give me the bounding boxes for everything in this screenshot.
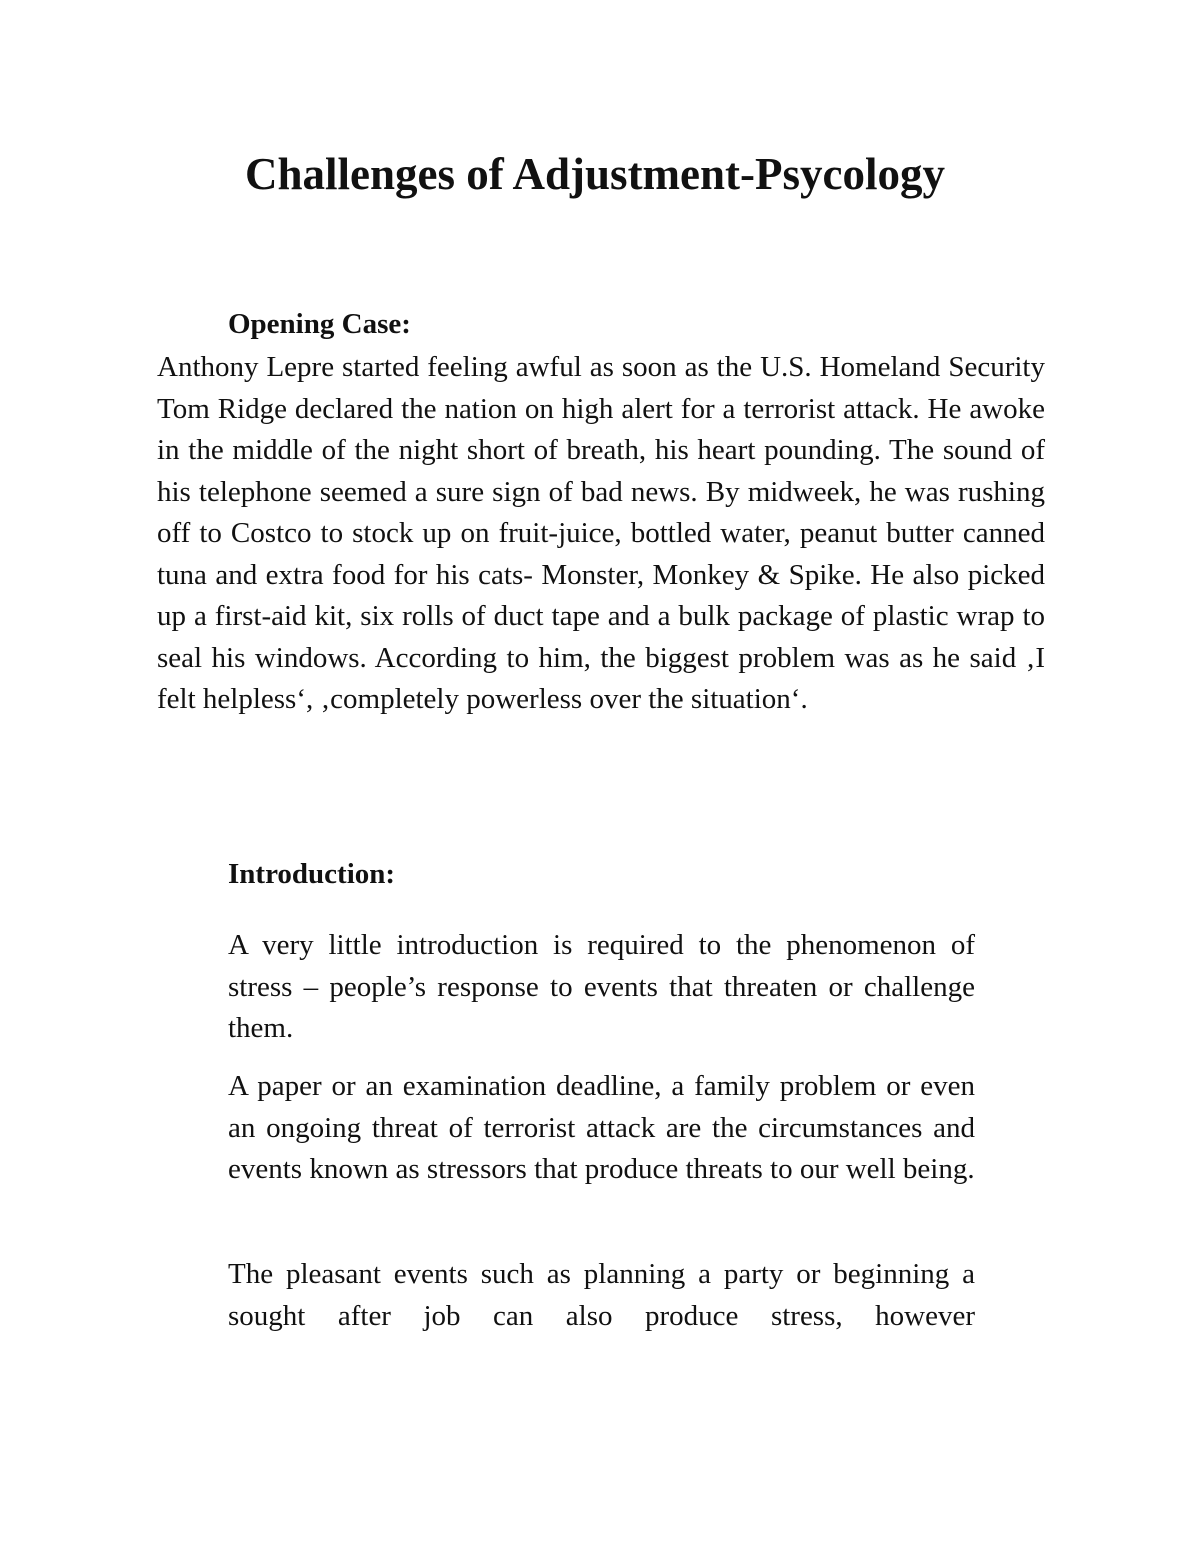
introduction-paragraph: A very little introduction is required to the phenomenon of stress – people’s response to events that threaten or challenge them. bbox=[228, 929, 975, 1044]
opening-case-text: Anthony Lepre started feeling awful as soon as the U.S. Homeland Security Tom Ridge declared the nation on high alert for a terrorist attack. He awoke in the middle of the night short of breath, his heart pounding. The sound of his telephone seemed a sure sign of bad news. By midweek, he was rushing off to Costco to stock up on fruit-juice, bottled water, peanut butter canned tuna and extra food for his cats- Monster, Monkey & Spike. He also picked up a first-aid kit, six rolls of duct tape and a bulk package of plastic wrap to seal his windows. According to him, the biggest problem was as he said ‚I felt helpless‘, ‚completely powerless over the situation‘. bbox=[157, 351, 1045, 715]
introduction-heading: Introduction: bbox=[228, 858, 396, 890]
opening-case-heading: Opening Case: bbox=[228, 308, 411, 340]
introduction-paragraph: A paper or an examination deadline, a family problem or even an ongoing threat of terrorist attack are the circumstances and events known as stressors that produce threats to our well being. bbox=[228, 1070, 975, 1185]
document-title: Challenges of Adjustment-Psycology bbox=[245, 149, 945, 199]
introduction-paragraph: The pleasant events such as planning a party or beginning a sought after job can also produce stress, however bbox=[228, 1258, 975, 1332]
